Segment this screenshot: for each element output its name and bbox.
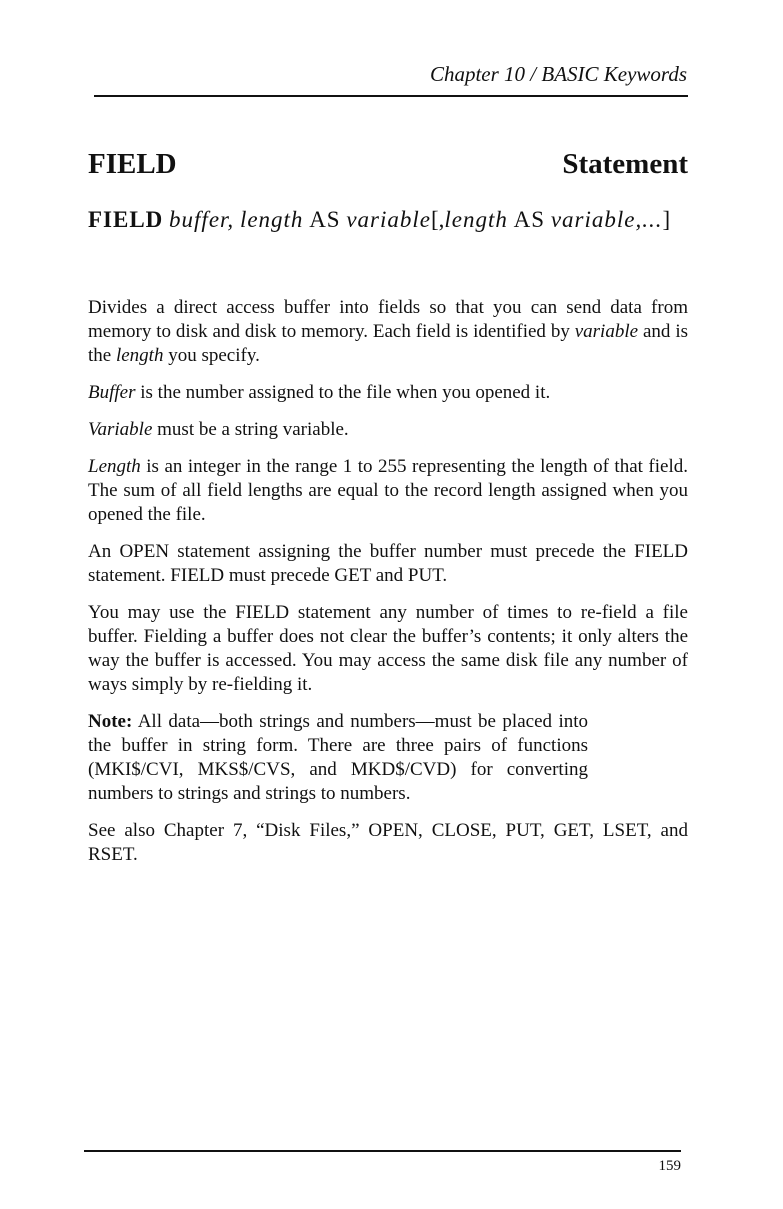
footer-rule xyxy=(84,1150,681,1152)
header-rule xyxy=(94,95,688,97)
note-block xyxy=(88,710,588,806)
syntax-length: length xyxy=(239,207,304,232)
note-label: Note: xyxy=(88,711,133,732)
keyword-title: FIELD xyxy=(88,148,177,180)
running-head: Chapter 10 / BASIC Keywords xyxy=(429,62,687,86)
syntax-variable-optional: variable,... xyxy=(550,207,663,232)
syntax-length-optional: length xyxy=(444,207,508,232)
syntax-buffer: buffer, xyxy=(169,207,235,232)
see-also-paragraph: See also Chapter 7, “Disk Files,” OPEN, CLOSE, PUT, GET, LSET, and RSET. xyxy=(88,820,688,865)
description-paragraph xyxy=(88,296,688,368)
syntax-keyword: FIELD xyxy=(88,207,164,232)
syntax-as: AS xyxy=(309,207,341,232)
syntax-as-optional: AS xyxy=(513,207,546,232)
note-text: All data—both strings and numbers—must be placed into the buffer in string form. There are three pairs of functions (MKI$/CVI, MKS$/CVS, and MKD$/CVD) for converting numbers to strings and strings to numbers. xyxy=(88,711,588,804)
syntax-bracket-open: [, xyxy=(431,207,445,232)
open-paragraph: An OPEN statement assigning the buffer number must precede the FIELD statement. FIELD must precede GET and PUT. xyxy=(88,541,688,586)
length-paragraph xyxy=(88,455,688,527)
syntax-bracket-close: ] xyxy=(662,207,671,232)
buffer-text: is the number assigned to the file when you opened it. xyxy=(135,382,551,403)
length-term: Length xyxy=(88,456,141,477)
page-number: 159 xyxy=(658,1158,681,1174)
buffer-paragraph xyxy=(88,381,688,405)
buffer-term: Buffer xyxy=(88,382,136,403)
description-text-2: and is the xyxy=(88,321,688,366)
description-length-term: length xyxy=(115,345,164,366)
entry-body xyxy=(88,296,688,880)
description-text: Divides a direct access buffer into fields so that you can send data from memory to disk and disk to memory. Each field is identified by xyxy=(88,297,688,342)
variable-paragraph xyxy=(88,418,688,442)
entry-title-row xyxy=(88,148,688,188)
variable-term: Variable xyxy=(88,419,153,440)
description-text-3: you specify. xyxy=(163,345,260,366)
refield-paragraph: You may use the FIELD statement any number of times to re-field a file buffer. Fielding a buffer does not clear the buffer’s contents; it only alters the way the buffer is accessed. You may access the same disk file any number of ways simply by re-fielding it. xyxy=(88,602,688,695)
syntax-variable: variable xyxy=(346,207,431,232)
variable-text: must be a string variable. xyxy=(152,419,349,440)
length-text: is an integer in the range 1 to 255 representing the length of that field. The sum of all field lengths are equal to the record length assigned when you opened the file. xyxy=(88,456,688,525)
description-variable-term: variable xyxy=(574,321,639,342)
syntax-line xyxy=(88,206,688,233)
keyword-kind: Statement xyxy=(562,148,688,180)
